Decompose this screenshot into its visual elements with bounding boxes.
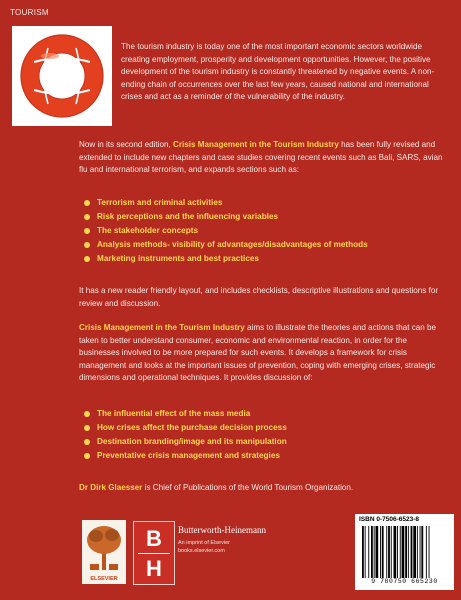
barcode-bar	[405, 526, 407, 578]
barcode-bar	[408, 526, 409, 578]
list-item	[82, 449, 442, 463]
book-title-highlight: Crisis Management in the Tourism Industry	[173, 140, 339, 149]
bullet-dot-icon	[84, 453, 90, 459]
author-bio: is Chief of Publications of the World Tourism Organization.	[142, 483, 354, 492]
edition-text-pre: Now in its second edition,	[79, 140, 174, 149]
list-item	[82, 435, 442, 449]
bh-logo-letter-h: H	[146, 556, 162, 581]
list-item-label: Terrorism and criminal activities	[97, 198, 223, 207]
barcode-bar	[371, 526, 373, 578]
elsevier-logo	[82, 520, 126, 584]
barcode-bar	[421, 526, 423, 578]
list-item	[82, 407, 442, 421]
bh-logo-divider	[138, 553, 170, 554]
barcode-bar	[368, 526, 369, 578]
barcode-bar	[376, 526, 379, 578]
barcode-bar	[380, 526, 381, 578]
list-item-label: How crises affect the purchase decision process	[97, 423, 287, 432]
list-item-label: Risk perceptions and the influencing variables	[97, 212, 279, 221]
list-item-label: Preventative crisis management and strategies	[97, 451, 280, 460]
list-item	[82, 224, 442, 238]
list-item-label: Destination branding/image and its manipulation	[97, 437, 287, 446]
bh-logo-letter-b: B	[146, 526, 162, 551]
sections-list	[82, 196, 442, 266]
bullet-dot-icon	[84, 439, 90, 445]
barcode-bar	[362, 526, 364, 578]
elsevier-wordmark: ELSEVIER	[90, 576, 118, 582]
aims-paragraph	[79, 322, 447, 385]
bullet-dot-icon	[84, 228, 90, 234]
list-item	[82, 252, 442, 266]
barcode-bar	[374, 526, 375, 578]
list-item	[82, 238, 442, 252]
barcode-bar	[426, 526, 427, 578]
barcode-bar	[402, 526, 405, 578]
list-item	[82, 196, 442, 210]
list-item	[82, 421, 442, 435]
bullet-dot-icon	[84, 242, 90, 248]
layout-paragraph: It has a new reader friendly layout, and includes checklists, descriptive illustrations and questions for review and discussion.	[79, 286, 439, 308]
barcode-bar	[391, 526, 392, 578]
bullet-dot-icon	[84, 411, 90, 417]
book-title-highlight: Crisis Management in the Tourism Industry	[79, 323, 245, 332]
bullet-dot-icon	[84, 214, 90, 220]
barcode-bar	[429, 526, 430, 578]
publisher-name: Butterworth-Heinemann	[178, 525, 266, 535]
barcode-icon	[361, 526, 449, 578]
list-item	[82, 210, 442, 224]
barcode-bar	[400, 526, 401, 578]
barcode-bar	[411, 526, 413, 578]
barcode-bar	[417, 526, 418, 578]
list-item-label: The stakeholder concepts	[97, 226, 199, 235]
aims-text: aims to illustrate the theories and actions that can be taken to better understand consumer, economic and environmental reaction, in order for the businesses involved to be more prepared for such events. It develops a framework for crisis management and looks at the important issues of prevention, coping with emerging crises, strategic dimensions and operational techniques. It provides discussion of:	[79, 323, 437, 383]
barcode-bar	[386, 526, 387, 578]
edition-paragraph	[79, 139, 447, 177]
discussion-list	[82, 407, 442, 463]
intro-paragraph: The tourism industry is today one of the most important economic sectors worldwide creating employment, prosperity and development opportunities. However, the positive development of the tourism industry is constantly threatened by negative events. A non-ending chain of occurrences over the last few years, caused national and international crises and act as a reminder of the vulnerability of the industry.	[121, 42, 435, 102]
barcode-bar	[394, 526, 397, 578]
author-name: Dr Dirk Glaesser	[79, 483, 143, 492]
bullet-dot-icon	[84, 200, 90, 206]
barcode-bar	[388, 526, 390, 578]
barcode-bar	[365, 526, 366, 578]
barcode-bar	[420, 526, 421, 578]
barcode-bar	[382, 526, 384, 578]
elsevier-tree-logo	[82, 520, 126, 574]
isbn-block	[355, 514, 454, 590]
bh-logo	[133, 521, 175, 585]
bullet-dot-icon	[84, 256, 90, 262]
barcode-bar	[413, 526, 416, 578]
isbn-label: ISBN 0-7506-6523-8	[359, 516, 419, 523]
category-label: TOURISM	[10, 8, 49, 17]
list-item-label: The influential effect of the mass media	[97, 409, 251, 418]
barcode-bar	[397, 526, 398, 578]
publisher-url: books.elsevier.com	[178, 548, 225, 554]
edition-text-post: has been fully revised and extended to include new chapters and case studies covering recent events such as Bali, SARS, avian flu and international terrorism, and expands sections such as:	[79, 140, 443, 175]
list-item-label: Marketing instruments and best practices	[97, 254, 259, 263]
lifebuoy-icon	[20, 34, 104, 118]
list-item-label: Analysis methods- visibility of advantages/disadvantages of methods	[97, 240, 368, 249]
bullet-dot-icon	[84, 425, 90, 431]
barcode-number: 9 780750 665230	[371, 578, 438, 585]
publisher-imprint: An imprint of Elsevier	[178, 540, 230, 546]
author-paragraph	[79, 482, 447, 495]
